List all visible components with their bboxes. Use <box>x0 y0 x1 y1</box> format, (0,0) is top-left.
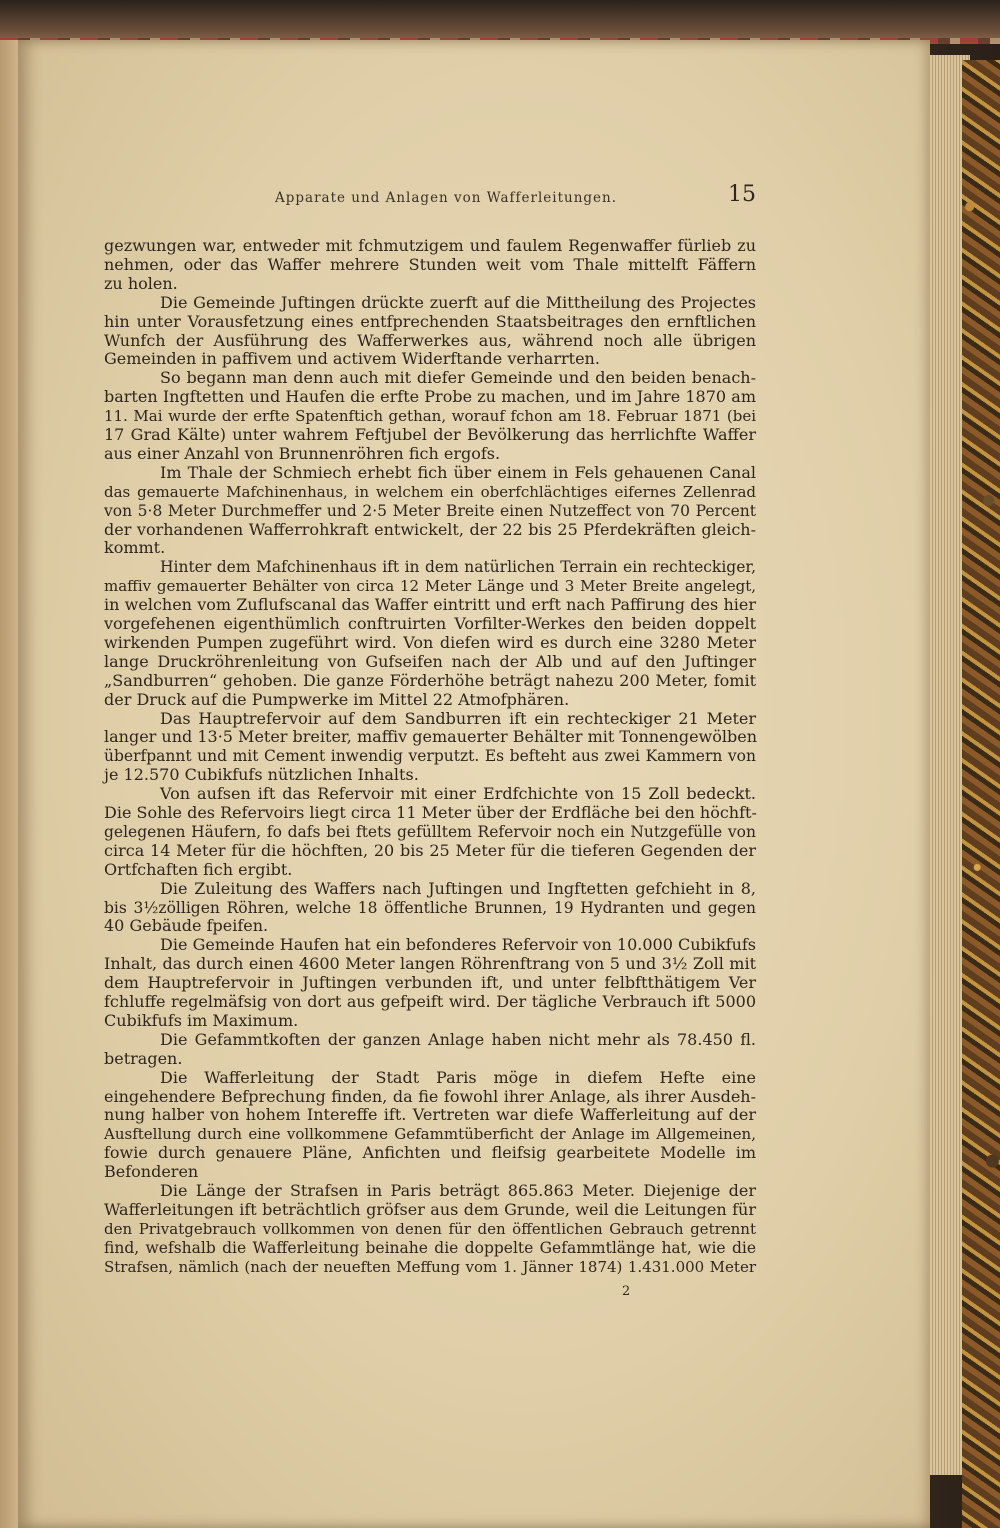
text-line: wirkenden Pumpen zugeführt wird. Von diefen wird es durch eine 3280 Meter <box>104 632 756 652</box>
text-line: in welchen vom Zuflufscanal das Waffer eintritt und erft nach Paffirung des hier <box>104 595 756 615</box>
text-line: Gemeinden in paffivem und activem Widerftande verharrten. <box>104 349 600 369</box>
text-line: find, wefshalb die Wafferleitung beinahe die doppelte Gefammtlänge hat, wie die <box>104 1238 756 1257</box>
text-line: Die Gemeinde Juftingen drückte zuerft auf die Mittheilung des Projectes <box>160 292 756 312</box>
text-line: von 5·8 Meter Durchmeffer und 2·5 Meter Breite einen Nutzeffect von 70 Percent <box>104 501 756 520</box>
text-line: der vorhandenen Wafferrohkraft entwickelt, der 22 bis 25 Pferdekräften gleich- <box>104 519 756 539</box>
text-line: nung halber von hohem Intereffe ift. Vertreten war diefe Wafferleitung auf der <box>104 1105 756 1125</box>
running-head: Apparate und Anlagen von Wafferleitungen. <box>275 190 618 206</box>
text-line: maffiv gemauerter Behälter von circa 12 Meter Länge und 3 Meter Breite angelegt, <box>104 577 756 596</box>
text-line: den Privatgebrauch vollkommen von denen für den öffentlichen Gebrauch getrennt <box>104 1219 756 1238</box>
text-line: nehmen, oder das Waffer mehrere Stunden weit vom Thale mittelft Fäffern <box>104 254 756 274</box>
book-top-edge <box>0 0 1000 44</box>
text-line: dem Hauptrefervoir in Juftingen verbunden ift, und unter felbftthätigem Ver <box>104 973 756 993</box>
text-line: 17 Grad Kälte) unter wahrem Feftjubel der Bevölkerung das herrlichfte Waffer <box>104 425 756 444</box>
text-line: eingehendere Befprechung finden, da fie fowohl ihrer Anlage, als ihrer Ausdeh- <box>104 1086 756 1106</box>
text-line: Die Zuleitung des Waffers nach Juftingen und Ingftetten gefchieht in 8, <box>160 878 756 898</box>
text-line: circa 14 Meter für die höchften, 20 bis 25 Meter für die tieferen Gegenden der <box>104 840 756 860</box>
text-line: 40 Gebäude fpeifen. <box>104 916 269 936</box>
text-line: Wunfch der Ausführung des Wafferwerkes aus, während noch alle übrigen <box>104 330 756 350</box>
text-line: zu holen. <box>104 273 178 293</box>
text-line: „Sandburren“ gehoben. Die ganze Förderhöhe beträgt nahezu 200 Meter, fomit <box>104 670 756 690</box>
text-line: bis 3½zölligen Röhren, welche 18 öffentliche Brunnen, 19 Hydranten und gegen <box>104 898 756 917</box>
text-line: Inhalt, das durch einen 4600 Meter langen Röhrenftrang von 5 und 3½ Zoll mit <box>104 954 756 974</box>
text-line: gezwungen war, entweder mit fchmutzigem und faulem Regenwaffer fürlieb zu <box>104 236 756 255</box>
text-line: überfpannt und mit Cement inwendig verputzt. Es befteht aus zwei Kammern von <box>104 747 756 766</box>
text-line: Ortfchaften fich ergibt. <box>104 859 293 879</box>
page-number: 15 <box>728 182 756 207</box>
text-line: aus einer Anzahl von Brunnenröhren fich ergofs. <box>104 443 501 463</box>
text-line: fowie durch genauere Pläne, Anfichten und fleifsig gearbeitete Modelle im <box>104 1143 756 1163</box>
text-line: Die Länge der Strafsen in Paris beträgt 865.863 Meter. Diejenige der <box>160 1181 756 1200</box>
text-line: Wafferleitungen ift beträchtlich gröfser aus dem Grunde, weil die Leitungen für <box>104 1199 756 1219</box>
text-line: So begann man denn auch mit diefer Gemeinde und den beiden benach- <box>160 368 756 388</box>
text-line: gelegenen Häufern, fo dafs bei ftets gefülltem Refervoir noch ein Nutzgefülle von <box>104 822 756 841</box>
text-line: Ausftellung durch eine vollkommene Gefammtüberficht der Anlage im Allgemeinen, <box>104 1125 756 1144</box>
text-line: Die Gefammtkoften der ganzen Anlage haben nicht mehr als 78.450 fl. <box>160 1029 756 1049</box>
text-line: Die Wafferleitung der Stadt Paris möge in diefem Hefte eine <box>160 1067 756 1087</box>
text-line: Die Gemeinde Haufen hat ein befonderes Refervoir von 10.000 Cubikfufs <box>160 935 756 955</box>
text-line: Das Hauptrefervoir auf dem Sandburren ift ein rechteckiger 21 Meter <box>160 708 756 728</box>
text-line: betragen. <box>104 1048 183 1068</box>
text-line: der Druck auf die Pumpwerke im Mittel 22 Atmofphären. <box>104 689 570 709</box>
text-line: je 12.570 Cubikfufs nützlichen Inhalts. <box>104 765 419 785</box>
text-line: langer und 13·5 Meter breiter, maffiv gemauerter Behälter mit Tonnengewölben <box>104 727 758 747</box>
signature-mark: 2 <box>622 1284 631 1299</box>
text-line: fchluffe regelmäfsig von dort aus gefpeift wird. Der tägliche Verbrauch ift 5000 <box>104 992 756 1011</box>
text-line: 11. Mai wurde der erfte Spatenftich gethan, worauf fchon am 18. Februar 1871 (bei <box>104 407 756 426</box>
text-line: Cubikfufs im Maximum. <box>104 1010 299 1030</box>
text-line: lange Druckröhrenleitung von Gufseifen nach der Alb und auf den Juftinger <box>104 651 756 671</box>
text-line: vorgefehenen eigenthümlich conftruirten Vorfilter-Werkes den beiden doppelt <box>104 614 756 633</box>
text-line: Die Sohle des Refervoirs liegt circa 11 Meter über der Erdfläche bei den höchft- <box>104 803 757 822</box>
marbled-cover-edge <box>962 60 1000 1528</box>
text-line: barten Ingftetten und Haufen die erfte Probe zu machen, und im Jahre 1870 am <box>104 387 756 407</box>
text-line: Von aufsen ift das Refervoir mit einer Erdfchichte von 15 Zoll bedeckt. <box>160 784 756 804</box>
text-line: Befonderen <box>104 1162 199 1182</box>
text-line: Strafsen, nämlich (nach der neueften Meffung vom 1. Jänner 1874) 1.431.000 Meter <box>104 1257 756 1276</box>
text-line: kommt. <box>104 538 166 558</box>
text-line: das gemauerte Mafchinenhaus, in welchem ein oberfchlächtiges eifernes Zellenrad <box>104 482 756 501</box>
text-line: Im Thale der Schmiech erhebt fich über einem in Fels gehauenen Canal <box>160 462 756 482</box>
text-line: Hinter dem Mafchinenhaus ift in dem natürlichen Terrain ein rechteckiger, <box>160 558 756 577</box>
text-line: hin unter Vorausfetzung eines entfprechenden Staatsbeitrages den ernftlichen <box>104 311 756 331</box>
